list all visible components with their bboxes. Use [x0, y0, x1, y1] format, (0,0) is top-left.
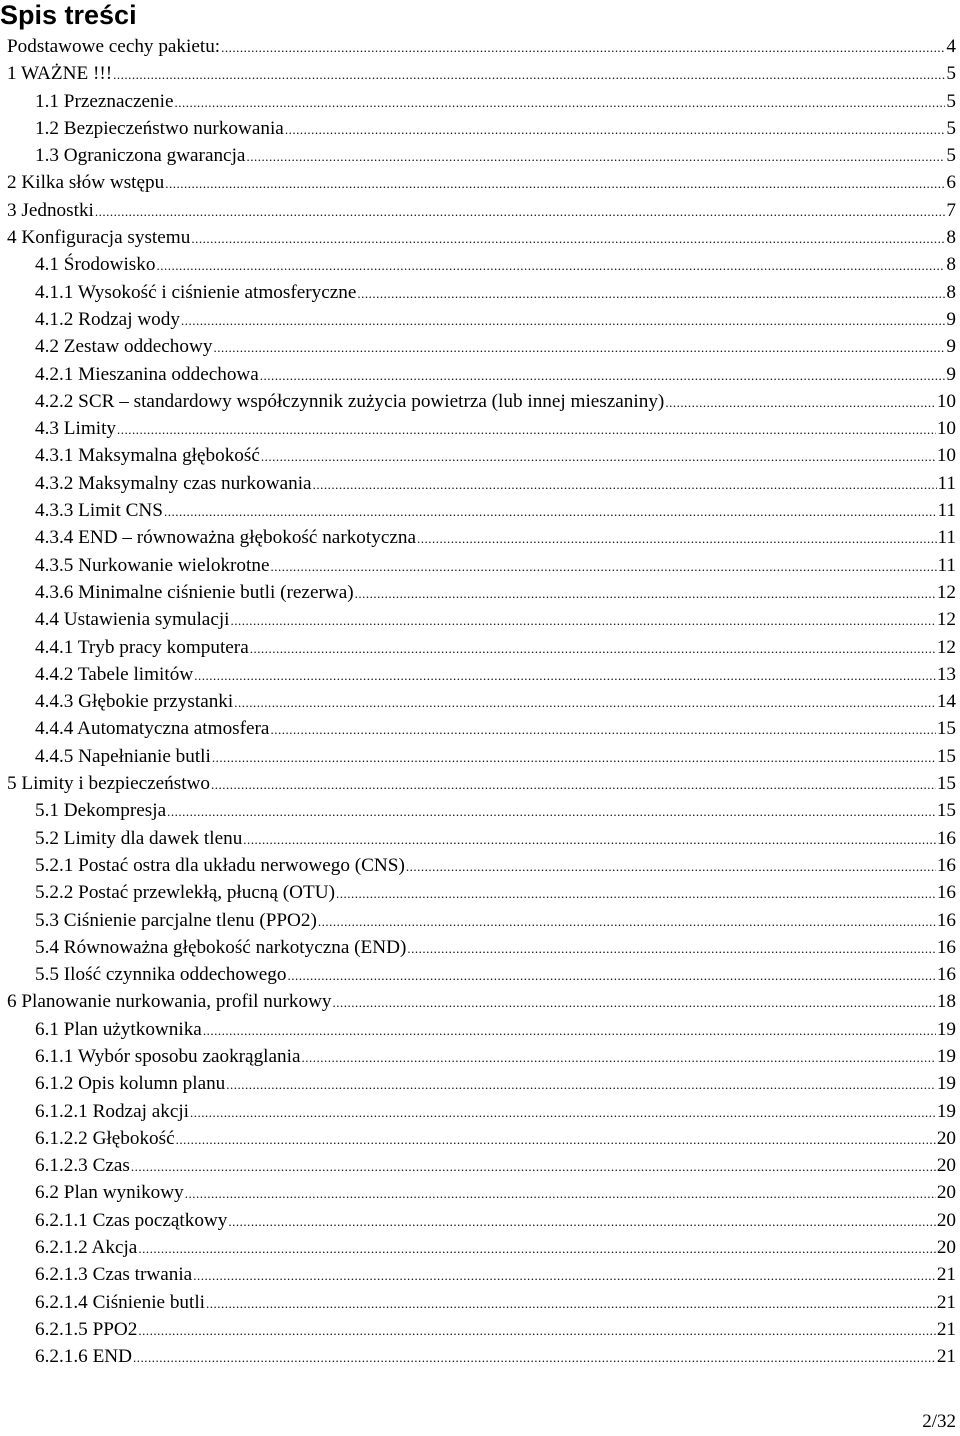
- dot-leader: [357, 280, 945, 307]
- toc-list: [0, 33, 960, 1371]
- toc-entry-page-number: 5: [946, 145, 956, 167]
- toc-entry[interactable]: [0, 770, 960, 797]
- dot-leader: [213, 334, 945, 361]
- toc-entry[interactable]: [0, 115, 960, 142]
- toc-entry-label: 1.2 Bezpieczeństwo nurkowania: [35, 117, 284, 139]
- dot-leader: [181, 307, 945, 334]
- toc-entry[interactable]: [0, 1070, 960, 1097]
- toc-entry-label: 6.1.2.2 Głębokość: [35, 1127, 175, 1149]
- toc-entry-page-number: 15: [936, 800, 956, 822]
- toc-entry[interactable]: [0, 60, 960, 87]
- toc-entry[interactable]: [0, 1098, 960, 1125]
- toc-entry-label: 6.1 Plan użytkownika: [35, 1018, 202, 1040]
- dot-leader: [250, 635, 936, 662]
- toc-entry-label: 4.3.6 Minimalne ciśnienie butli (rezerwa): [35, 581, 354, 603]
- toc-entry-page-number: 9: [946, 336, 956, 358]
- toc-title: Spis treści: [0, 0, 137, 30]
- toc-entry[interactable]: [0, 715, 960, 742]
- toc-entry-page-number: 10: [936, 418, 956, 440]
- toc-entry-label: 4.3.3 Limit CNS: [35, 500, 163, 522]
- toc-entry-label: 4.3.4 END – równoważna głębokość narkotyczna: [35, 527, 416, 549]
- toc-entry[interactable]: [0, 825, 960, 852]
- dot-leader: [228, 1208, 935, 1235]
- toc-entry-label: 5.2 Limity dla dawek tlenu: [35, 827, 243, 849]
- toc-entry-label: 6 Planowanie nurkowania, profil nurkowy: [7, 991, 332, 1013]
- toc-entry-label: 6.1.2.1 Rodzaj akcji: [35, 1100, 189, 1122]
- toc-entry-page-number: 11: [937, 527, 956, 549]
- toc-entry-label: 6.1.1 Wybór sposobu zaokrąglania: [35, 1045, 301, 1067]
- dot-leader: [138, 1235, 935, 1262]
- dot-leader: [270, 716, 935, 743]
- dot-leader: [406, 853, 936, 880]
- toc-entry[interactable]: [0, 1152, 960, 1179]
- dot-leader: [138, 1317, 935, 1344]
- toc-entry[interactable]: [0, 1179, 960, 1206]
- toc-entry-page-number: 16: [936, 936, 956, 958]
- toc-entry-label: 6.1.2.3 Czas: [35, 1155, 130, 1177]
- toc-entry-page-number: 19: [936, 1073, 956, 1095]
- dot-leader: [165, 170, 945, 197]
- dot-leader: [243, 826, 936, 853]
- toc-entry[interactable]: [0, 470, 960, 497]
- toc-entry-label: 4.4.4 Automatyczna atmosfera: [35, 718, 270, 740]
- toc-entry-page-number: 21: [936, 1318, 956, 1340]
- toc-entry-label: 6.2 Plan wynikowy: [35, 1182, 184, 1204]
- dot-leader: [185, 1180, 936, 1207]
- dot-leader: [407, 935, 935, 962]
- toc-entry-page-number: 8: [946, 227, 956, 249]
- dot-leader: [333, 989, 936, 1016]
- dot-leader: [226, 1071, 936, 1098]
- toc-entry[interactable]: [0, 879, 960, 906]
- toc-entry-label: 5 Limity i bezpieczeństwo: [7, 773, 211, 795]
- toc-entry[interactable]: [0, 524, 960, 551]
- toc-entry-page-number: 19: [936, 1100, 956, 1122]
- toc-entry-label: 4.1.2 Rodzaj wody: [35, 308, 180, 330]
- toc-entry-page-number: 15: [936, 745, 956, 767]
- toc-entry-page-number: 9: [946, 308, 956, 330]
- toc-entry-label: 4.1 Środowisko: [35, 254, 156, 276]
- toc-entry-label: 4.1.1 Wysokość i ciśnienie atmosferyczne: [35, 281, 357, 303]
- toc-entry[interactable]: [0, 1125, 960, 1152]
- toc-entry-label: 5.1 Dekompresja: [35, 800, 167, 822]
- toc-entry[interactable]: [0, 1043, 960, 1070]
- dot-leader: [355, 580, 936, 607]
- toc-entry[interactable]: [0, 797, 960, 824]
- toc-entry-label: 4.2.1 Mieszanina oddechowa: [35, 363, 259, 385]
- dot-leader: [231, 607, 936, 634]
- toc-entry-page-number: 21: [936, 1346, 956, 1368]
- toc-entry[interactable]: [0, 688, 960, 715]
- toc-entry-page-number: 18: [936, 991, 956, 1013]
- page-number: 2/32: [922, 1411, 956, 1432]
- toc-entry[interactable]: [0, 1343, 960, 1370]
- toc-entry[interactable]: [0, 333, 960, 360]
- toc-entry-page-number: 16: [936, 964, 956, 986]
- dot-leader: [313, 471, 937, 498]
- toc-entry-label: 3 Jednostki: [7, 199, 94, 221]
- toc-entry-label: 6.2.1.6 END: [35, 1346, 132, 1368]
- toc-entry-page-number: 5: [946, 63, 956, 85]
- dot-leader: [193, 1262, 936, 1289]
- toc-entry-page-number: 16: [936, 827, 956, 849]
- dot-leader: [261, 443, 936, 470]
- toc-entry[interactable]: [0, 743, 960, 770]
- toc-entry-label: 4.3.2 Maksymalny czas nurkowania: [35, 472, 312, 494]
- toc-entry-page-number: 12: [936, 636, 956, 658]
- toc-entry-page-number: 21: [936, 1291, 956, 1313]
- toc-entry[interactable]: [0, 907, 960, 934]
- toc-entry-label: 1.1 Przeznaczenie: [35, 90, 174, 112]
- toc-entry[interactable]: [0, 415, 960, 442]
- toc-entry-label: 5.3 Ciśnienie parcjalne tlenu (PPO2): [35, 909, 317, 931]
- dot-leader: [176, 1126, 936, 1153]
- dot-leader: [336, 880, 936, 907]
- toc-entry[interactable]: [0, 197, 960, 224]
- toc-entry-page-number: 19: [936, 1045, 956, 1067]
- toc-entry[interactable]: [0, 1234, 960, 1261]
- toc-entry-page-number: 11: [937, 500, 956, 522]
- toc-entry[interactable]: [0, 306, 960, 333]
- toc-entry-label: 1 WAŻNE !!!: [7, 63, 113, 85]
- toc-entry[interactable]: [0, 1261, 960, 1288]
- toc-entry[interactable]: [0, 988, 960, 1015]
- toc-entry-label: 5.5 Ilość czynnika oddechowego: [35, 964, 287, 986]
- toc-entry[interactable]: [0, 33, 960, 60]
- dot-leader: [211, 771, 936, 798]
- toc-entry-page-number: 16: [936, 854, 956, 876]
- toc-entry-page-number: 19: [936, 1018, 956, 1040]
- toc-entry-page-number: 9: [946, 363, 956, 385]
- dot-leader: [318, 908, 936, 935]
- toc-entry-page-number: 11: [937, 472, 956, 494]
- toc-entry-page-number: 16: [936, 909, 956, 931]
- toc-entry-page-number: 4: [946, 36, 956, 57]
- dot-leader: [203, 1017, 936, 1044]
- toc-entry[interactable]: [0, 1016, 960, 1043]
- toc-entry[interactable]: [0, 634, 960, 661]
- toc-entry-page-number: 5: [946, 117, 956, 139]
- toc-entry-label: 6.2.1.5 PPO2: [35, 1318, 138, 1340]
- toc-entry[interactable]: [0, 497, 960, 524]
- dot-leader: [206, 1290, 936, 1317]
- toc-entry[interactable]: [0, 1207, 960, 1234]
- toc-entry[interactable]: [0, 852, 960, 879]
- dot-leader: [167, 798, 936, 825]
- toc-entry-page-number: 20: [936, 1155, 956, 1177]
- dot-leader: [301, 1044, 935, 1071]
- toc-entry[interactable]: [0, 961, 960, 988]
- toc-entry-label: 6.1.2 Opis kolumn planu: [35, 1073, 226, 1095]
- toc-entry-label: 4.4.3 Głębokie przystanki: [35, 691, 234, 713]
- dot-leader: [164, 498, 937, 525]
- toc-entry-label: 2 Kilka słów wstępu: [7, 172, 165, 194]
- dot-leader: [270, 553, 936, 580]
- toc-entry[interactable]: [0, 251, 960, 278]
- dot-leader: [285, 116, 946, 143]
- toc-entry-page-number: 6: [946, 172, 956, 194]
- toc-entry-label: 1.3 Ograniczona gwarancja: [35, 145, 246, 167]
- toc-entry-page-number: 20: [936, 1237, 956, 1259]
- toc-entry-label: 5.2.2 Postać przewlekłą, płucną (OTU): [35, 882, 335, 904]
- dot-leader: [665, 389, 936, 416]
- dot-leader: [190, 1099, 936, 1126]
- dot-leader: [117, 416, 936, 443]
- toc-entry[interactable]: [0, 361, 960, 388]
- toc-entry-page-number: 8: [946, 281, 956, 303]
- toc-entry-label: 4.4.5 Napełnianie butli: [35, 745, 211, 767]
- toc-entry-label: 4.4.1 Tryb pracy komputera: [35, 636, 249, 658]
- toc-entry-page-number: 11: [937, 554, 956, 576]
- toc-entry-label: 4.2 Zestaw oddechowy: [35, 336, 213, 358]
- toc-entry-page-number: 10: [936, 445, 956, 467]
- toc-entry[interactable]: [0, 606, 960, 633]
- toc-entry[interactable]: [0, 88, 960, 115]
- dot-leader: [234, 689, 936, 716]
- toc-entry-page-number: 20: [936, 1182, 956, 1204]
- toc-entry-page-number: 10: [936, 390, 956, 412]
- toc-entry[interactable]: [0, 661, 960, 688]
- dot-leader: [212, 744, 936, 771]
- toc-entry[interactable]: [0, 388, 960, 415]
- toc-entry[interactable]: [0, 1289, 960, 1316]
- toc-entry[interactable]: [0, 1316, 960, 1343]
- toc-entry-label: 6.2.1.2 Akcja: [35, 1237, 138, 1259]
- dot-leader: [156, 252, 945, 279]
- toc-entry[interactable]: [0, 934, 960, 961]
- toc-entry-page-number: 12: [936, 609, 956, 631]
- toc-entry[interactable]: [0, 169, 960, 196]
- toc-entry-page-number: 16: [936, 882, 956, 904]
- dot-leader: [221, 34, 945, 61]
- dot-leader: [113, 61, 945, 88]
- toc-entry-page-number: 21: [936, 1264, 956, 1286]
- toc-entry-page-number: 20: [936, 1127, 956, 1149]
- dot-leader: [191, 225, 945, 252]
- toc-entry-page-number: 12: [936, 581, 956, 603]
- toc-entry-label: Podstawowe cechy pakietu:: [7, 36, 221, 57]
- toc-entry-page-number: 7: [946, 199, 956, 221]
- dot-leader: [131, 1153, 936, 1180]
- toc-entry[interactable]: [0, 142, 960, 169]
- toc-entry-page-number: 5: [946, 90, 956, 112]
- toc-entry-label: 4 Konfiguracja systemu: [7, 227, 191, 249]
- toc-entry-page-number: 13: [936, 663, 956, 685]
- dot-leader: [417, 525, 937, 552]
- dot-leader: [95, 198, 946, 225]
- toc-entry-page-number: 8: [946, 254, 956, 276]
- dot-leader: [288, 962, 936, 989]
- toc-entry-page-number: 15: [936, 773, 956, 795]
- toc-entry-label: 4.3.1 Maksymalna głębokość: [35, 445, 260, 467]
- toc-entry[interactable]: [0, 224, 960, 251]
- toc-entry-label: 5.2.1 Postać ostra dla układu nerwowego (CNS): [35, 854, 405, 876]
- toc-entry[interactable]: [0, 579, 960, 606]
- dot-leader: [194, 662, 936, 689]
- toc-entry-label: 6.2.1.1 Czas początkowy: [35, 1209, 228, 1231]
- toc-entry[interactable]: [0, 552, 960, 579]
- toc-entry-label: 4.2.2 SCR – standardowy współczynnik zużycia powietrza (lub innej mieszaniny): [35, 390, 665, 412]
- dot-leader: [260, 362, 946, 389]
- toc-entry[interactable]: [0, 442, 960, 469]
- toc-entry-label: 4.3 Limity: [35, 418, 117, 440]
- toc-entry-label: 6.2.1.4 Ciśnienie butli: [35, 1291, 206, 1313]
- toc-entry-label: 5.4 Równoważna głębokość narkotyczna (END): [35, 936, 407, 958]
- toc-entry-page-number: 15: [936, 718, 956, 740]
- toc-entry-label: 4.3.5 Nurkowanie wielokrotne: [35, 554, 270, 576]
- dot-leader: [246, 143, 945, 170]
- dot-leader: [175, 89, 946, 116]
- toc-entry-page-number: 14: [936, 691, 956, 713]
- toc-entry-label: 6.2.1.3 Czas trwania: [35, 1264, 193, 1286]
- toc-entry-label: 4.4.2 Tabele limitów: [35, 663, 194, 685]
- toc-entry[interactable]: [0, 279, 960, 306]
- dot-leader: [133, 1344, 936, 1371]
- toc-entry-page-number: 20: [936, 1209, 956, 1231]
- toc-entry-label: 4.4 Ustawienia symulacji: [35, 609, 230, 631]
